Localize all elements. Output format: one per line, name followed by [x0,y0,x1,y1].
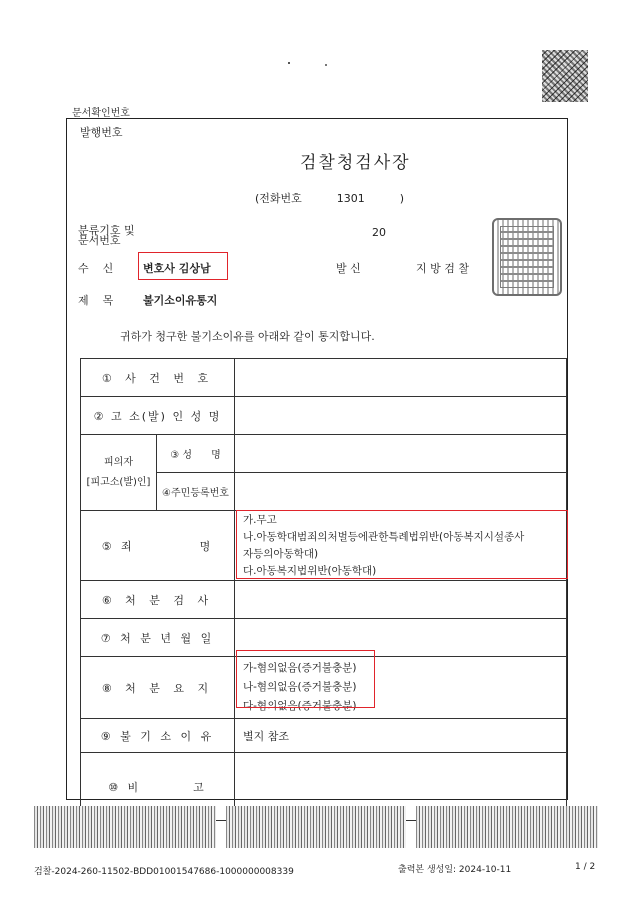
phone-line: (전화번호 1301 ) [255,192,405,205]
charge-item: 나.아동학대범죄의처벌등에관한특례법위반(아동복지시설종사 [243,530,525,543]
suspect-name-value [235,435,567,473]
sender-value: 지 방 검 찰 [416,262,469,275]
issue-no-label: 발행번호 [80,126,123,139]
recipient-label: 수 신 [78,262,114,275]
recipient-value: 변호사 김상남 [143,262,211,275]
remarks-label: ⑩ 비 고 [81,753,235,821]
official-seal-icon [492,218,562,296]
suspect-id-label: ④주민등록번호 [157,473,235,511]
suspect-id-value [235,473,567,511]
scan-dot [325,64,327,66]
class-label-1: 분류기호 및 [78,224,135,237]
disposal-item: 다-혐의없음(증거불충분) [243,700,357,712]
complainant-value [235,397,567,435]
sender-label: 발 신 [336,262,361,275]
highlight-charges [236,510,568,579]
scan-dot [288,62,290,64]
qr-code-icon [542,50,588,102]
reason-label: ⑨ 불 기 소 이 유 [81,719,235,753]
suspect-name-label: ③ 성 명 [157,435,235,473]
subject-label: 제 목 [78,294,114,307]
class-label-2: 문서번호 [78,234,121,247]
subject-value: 불기소이유통지 [143,294,218,307]
disposal-item: 가-혐의없음(증거불충분) [243,662,357,674]
charge-item: 자등의아동학대) [243,547,319,560]
notice-table [80,358,567,821]
prosecutor-label: ⑥ 처 분 검 사 [81,581,235,619]
barcode-icon [416,806,598,848]
charge-item: 가.무고 [243,513,277,526]
reason-value: 별지 참조 [235,719,567,753]
footer-page: 1 / 2 [575,862,596,872]
barcode-icon [34,806,216,848]
prosecutor-value [235,581,567,619]
disposal-date-label: ⑦ 처 분 년 월 일 [81,619,235,657]
highlight-disposals [236,650,375,708]
barcode-icon [226,806,406,848]
complainant-label: ② 고 소(발) 인 성 명 [81,397,235,435]
suspect-label-sub: [피고소(발)인] [86,476,151,488]
doc-number: 20 [372,226,386,239]
footer-doc-id: 검찰-2024-260-11502-BDD01001547686-1000000008339 [34,867,294,877]
footer-print-date: 출력본 생성일: 2024-10-11 [398,865,512,875]
charge-label: ⑤ 죄 명 [81,511,235,581]
highlight-recipient [138,252,228,280]
charge-item: 다.아동복지법위반(아동학대) [243,564,377,577]
suspect-label: 피의자 [104,456,133,468]
page-title: 검찰청검사장 [300,153,411,173]
disposal-label: ⑧ 처 분 요 지 [81,657,235,719]
case-no-value [235,359,567,397]
disposal-item: 나-혐의없음(증거불충분) [243,681,357,693]
intro-text: 귀하가 청구한 불기소이유를 아래와 같이 통지합니다. [120,330,375,343]
doc-confirm-label: 문서확인번호 [72,108,130,119]
case-no-label: ① 사 건 번 호 [81,359,235,397]
